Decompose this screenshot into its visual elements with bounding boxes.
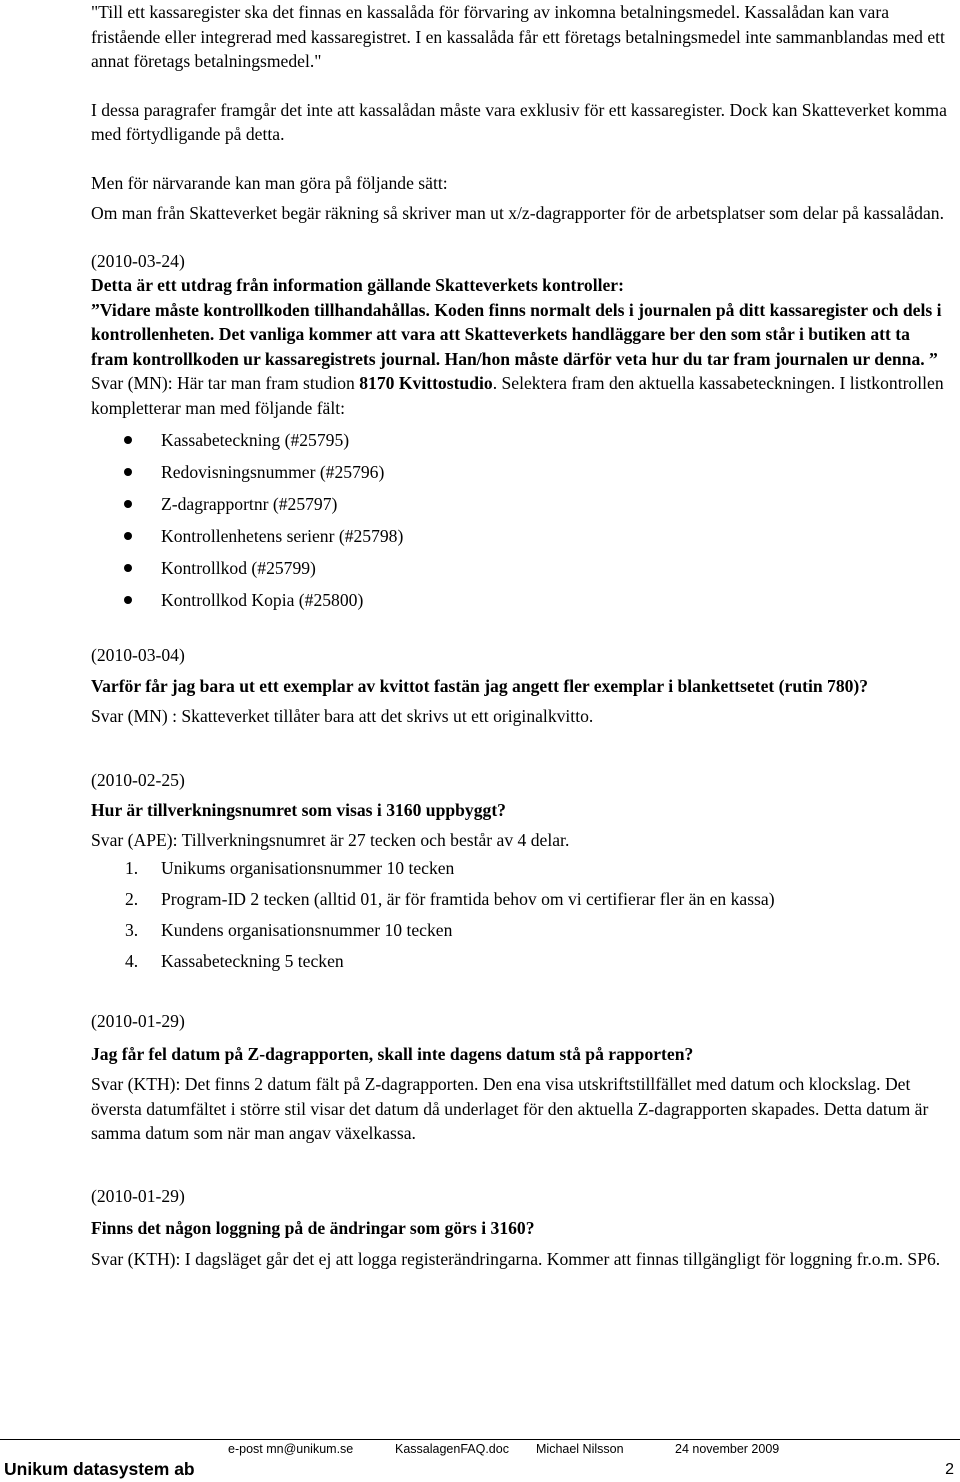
footer-company-name: Unikum datasystem ab (4, 1459, 195, 1479)
footer-divider (0, 1439, 960, 1440)
answer-text: I listkontrollen kompletterar man med följande fält: (91, 373, 944, 418)
entry-answer (91, 371, 951, 420)
bullet-icon (124, 468, 132, 476)
list-item: Kassabeteckning (#25795) (91, 428, 951, 452)
list-item: 3. Kundens organisationsnummer 10 tecken (125, 920, 453, 940)
number-parts-list (91, 856, 951, 973)
bullet-icon (124, 436, 132, 444)
bullet-icon (124, 500, 132, 508)
entry-question: Jag får fel datum på Z-dagrapporten, skall inte dagens datum stå på rapporten? (91, 1043, 694, 1064)
answer-text: Svar (MN): Här tar man fram studion (91, 373, 360, 393)
entry-question: Hur är tillverkningsnumret som visas i 3160 uppbyggt? (91, 800, 506, 820)
paragraph-report-procedure: Om man från Skatteverket begär räkning så skriver man ut x/z-dagrapporter för de arbetsplatser som delar på kassalådan. (91, 203, 944, 223)
quote-part: Koden finns normalt dels i journalen på ditt kassaregister och dels i kontrollenheten. (91, 299, 942, 344)
entry-answer: Svar (KTH): I dagsläget går det ej att logga registerändringarna. Kommer att finnas tillgängligt för loggning fr.o.m. SP6. (91, 1248, 941, 1269)
entry-heading: Detta är ett utdrag från information gällande Skatteverkets kontroller: (91, 275, 624, 295)
entry-answer: Svar (APE): Tillverkningsnumret är 27 tecken och består av 4 delar. (91, 829, 570, 850)
entry-date: (2010-03-24) (91, 250, 185, 271)
law-quote: "Till ett kassaregister ska det finnas en kassalåda för förvaring av inkomna betalningsmedel. Kassalådan kan vara fristående eller integrerad med kassaregistret. I en kassalåda får ett företags betalningsmedel inte sammanblandas med ett annat företags betalningsmedel." (91, 2, 945, 71)
document-body (91, 0, 951, 1271)
list-item: 2. Program-ID 2 tecken (alltid 01, är för framtida behov om vi certifierar fler än en kassa) (125, 889, 775, 909)
footer-email: e-post mn@unikum.se (228, 1442, 354, 1456)
paragraph-current-practice: Men för närvarande kan man göra på följande sätt: (91, 172, 448, 193)
entry-quote-block (91, 298, 951, 372)
paragraph-exclusivity: I dessa paragrafer framgår det inte att kassalådan måste vara exklusiv för ett kassaregister. Dock kan Skatteverket komma med förtydligande på detta. (91, 99, 947, 144)
footer-page-number: 2 (945, 1461, 954, 1478)
list-item: 4. Kassabeteckning 5 tecken (125, 951, 344, 971)
footer-date: 24 november 2009 (675, 1442, 780, 1456)
list-item: 1. Unikums organisationsnummer 10 tecken (125, 858, 455, 878)
footer-filename: KassalagenFAQ.doc (395, 1442, 509, 1456)
quote-part: Det vanliga kommer att vara att Skatteverkets handläggare ber den som står i butiken att ta fram kontrollkoden ur kassaregistrets journal. (91, 324, 910, 369)
quote-part: ”Vidare måste kontrollkoden tillhandahållas. (91, 299, 435, 320)
list-item: Z-dagrapportnr (#25797) (91, 492, 951, 516)
list-item: Redovisningsnummer (#25796) (91, 460, 951, 484)
entry-date: (2010-01-29) (91, 1011, 185, 1031)
entry-date: (2010-01-29) (91, 1185, 185, 1206)
entry-answer: Svar (MN) : Skatteverket tillåter bara att det skrivs ut ett originalkvitto. (91, 706, 594, 726)
field-list (91, 428, 951, 612)
entry-question: Finns det någon loggning på de ändringar som görs i 3160? (91, 1218, 535, 1238)
answer-studio-code: 8170 Kvittostudio (359, 373, 493, 393)
answer-text: . Selektera fram den aktuella kassabeteckningen. (492, 373, 840, 393)
quote-part: Han/hon måste därför veta hur du tar fram journalen ur denna. ” (444, 348, 938, 369)
list-item: Kontrollkod Kopia (#25800) (91, 588, 951, 612)
entry-date: (2010-02-25) (91, 769, 185, 790)
entry-question: Varför får jag bara ut ett exemplar av kvittot fastän jag angett fler exemplar i blankettsetet (rutin 780)? (91, 675, 869, 696)
bullet-icon (124, 564, 132, 572)
entry-date: (2010-03-04) (91, 645, 185, 665)
footer-author: Michael Nilsson (536, 1442, 624, 1456)
bullet-icon (124, 596, 132, 604)
bullet-icon (124, 532, 132, 540)
entry-answer: Svar (KTH): Det finns 2 datum fält på Z-dagrapporten. Den ena visa utskriftstillfället med datum och klockslag. Det översta datumfältet i större stil visar det datum då underlaget för den aktuella Z-dagrapporten skapades. Detta datum är samma datum som när man angav växelkassa. (91, 1074, 929, 1143)
list-item: Kontrollenhetens serienr (#25798) (91, 524, 951, 548)
list-item: Kontrollkod (#25799) (91, 556, 951, 580)
